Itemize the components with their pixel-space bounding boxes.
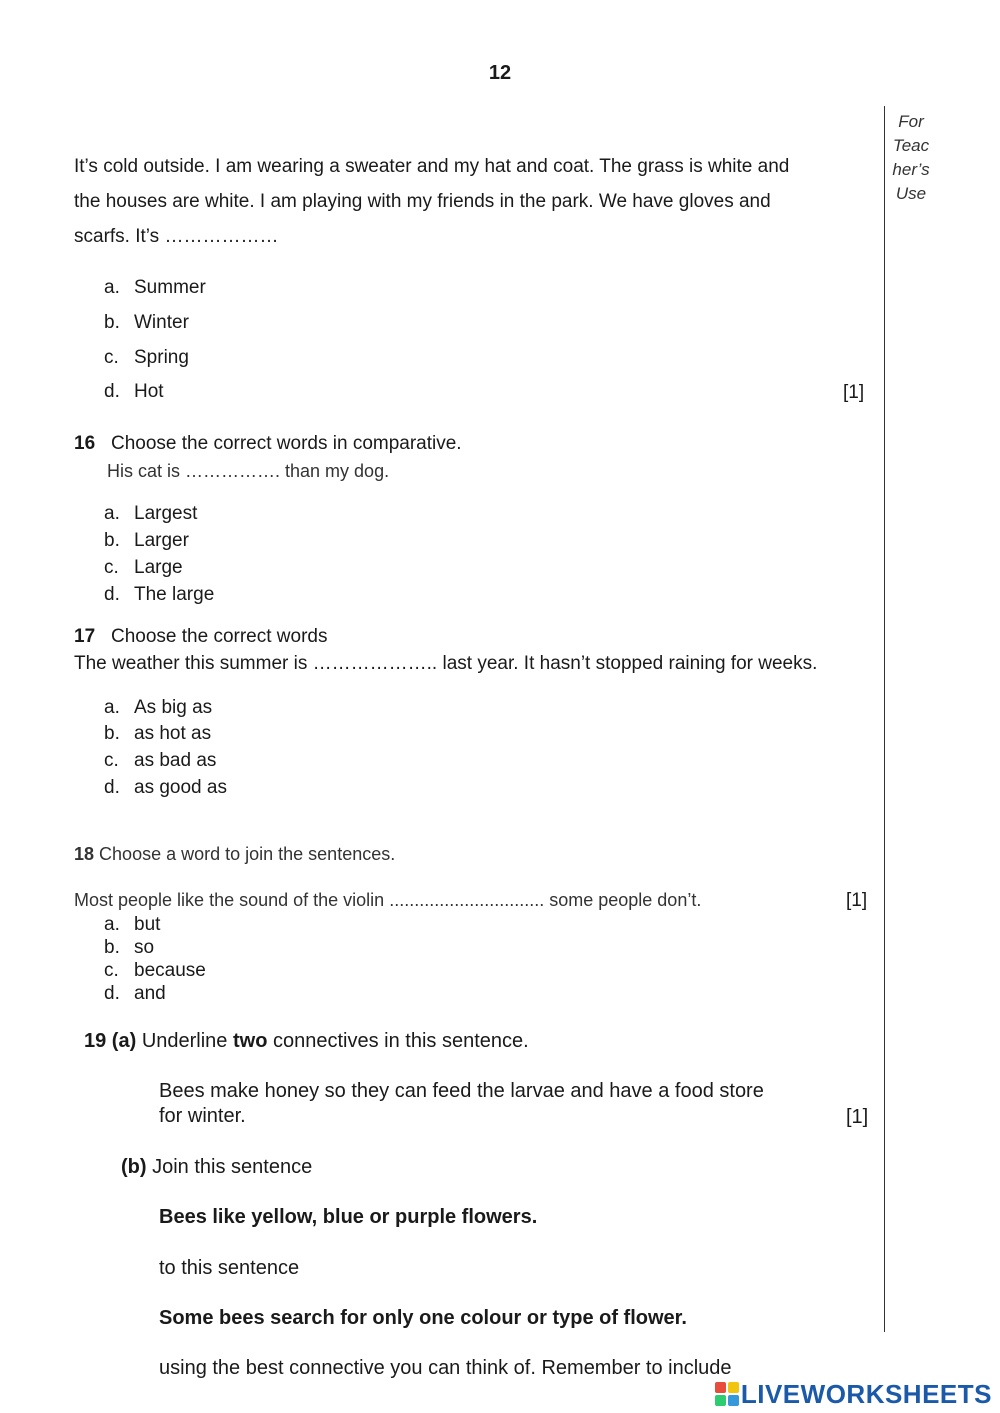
q17-header: [74, 626, 327, 648]
option-text: as hot as: [134, 723, 212, 744]
q18-number: 18: [74, 844, 95, 864]
q18-option-d[interactable]: [104, 983, 166, 1005]
option-letter: c.: [104, 557, 119, 578]
option-text: Hot: [134, 381, 164, 402]
option-text: Summer: [134, 277, 206, 298]
q18-sentence: Most people like the sound of the violin ............................... some people don’t.: [74, 890, 702, 910]
q16-option-c[interactable]: [104, 557, 183, 579]
q17-option-b[interactable]: [104, 723, 211, 745]
liveworksheets-logo: [715, 1379, 992, 1409]
q19a-label: 19 (a): [84, 1030, 137, 1052]
q16-number: 16: [74, 433, 96, 454]
option-text: so: [134, 937, 155, 958]
option-letter: a.: [104, 697, 120, 718]
q17-option-d[interactable]: [104, 777, 227, 799]
option-text: as good as: [134, 777, 227, 798]
q19b-sentence-2: Some bees search for only one colour or type of flower.: [159, 1307, 687, 1329]
option-letter: d.: [104, 777, 120, 798]
q17-prompt: Choose the correct words: [110, 626, 328, 647]
option-letter: a.: [104, 277, 120, 298]
q18-header: [74, 844, 395, 865]
passage-line-3: scarfs. It’s ………………: [74, 226, 279, 247]
option-letter: c.: [104, 960, 119, 981]
teacher-use-column: [888, 110, 934, 206]
margin-divider: [884, 106, 885, 1332]
q17-sentence: The weather this summer is ……………….. last year. It hasn’t stopped raining for weeks.: [74, 653, 818, 674]
option-letter: c.: [104, 750, 119, 771]
q19a-prompt-start: Underline: [141, 1030, 228, 1052]
option-letter: b.: [104, 312, 120, 333]
teacher-word-2: Teac: [892, 136, 930, 155]
option-text: As big as: [134, 697, 213, 718]
option-text: Spring: [134, 347, 189, 368]
q16-option-a[interactable]: [104, 503, 197, 525]
q19b-prompt: Join this sentence: [152, 1156, 313, 1178]
q19b-label: (b): [121, 1156, 147, 1178]
q15-option-b[interactable]: [104, 312, 189, 334]
q19b-instruction: using the best connective you can think of. Remember to include: [159, 1357, 732, 1379]
option-text: Winter: [134, 312, 189, 333]
option-letter: a.: [104, 503, 120, 524]
logo-tiles-icon: [715, 1382, 739, 1406]
q15-option-d[interactable]: [104, 381, 164, 403]
logo-tile-blue: [728, 1395, 739, 1406]
q19a-sentence-line-2: for winter.: [159, 1105, 246, 1127]
option-text: and: [134, 983, 166, 1004]
q19a-sentence-line-1: Bees make honey so they can feed the larvae and have a food store: [159, 1080, 764, 1102]
q18-prompt: Choose a word to join the sentences.: [99, 844, 396, 864]
q19b-connector-text: to this sentence: [159, 1257, 300, 1279]
q19a-prompt-end: connectives in this sentence.: [272, 1030, 529, 1052]
teacher-word-4: Use: [895, 184, 927, 203]
option-text: but: [134, 914, 161, 935]
q19b-sentence-1: Bees like yellow, blue or purple flowers.: [159, 1206, 538, 1228]
q19a-prompt-bold: two: [232, 1030, 268, 1052]
teacher-word-3: her’s: [892, 160, 930, 179]
q15-option-a[interactable]: [104, 277, 206, 299]
q19a-mark: [1]: [846, 1106, 869, 1128]
option-text: The large: [134, 584, 215, 605]
option-text: because: [134, 960, 206, 981]
option-letter: b.: [104, 723, 120, 744]
option-letter: d.: [104, 983, 120, 1004]
q15-option-c[interactable]: [104, 347, 189, 369]
q17-number: 17: [74, 626, 96, 647]
passage-line-2: the houses are white. I am playing with my friends in the park. We have gloves and: [74, 191, 771, 212]
option-text: as bad as: [134, 750, 217, 771]
option-letter: b.: [104, 530, 120, 551]
q15-mark: [1]: [843, 382, 865, 403]
q18-mark: [1]: [846, 890, 868, 911]
q18-option-b[interactable]: [104, 937, 154, 959]
passage-line-1: It’s cold outside. I am wearing a sweater and my hat and coat. The grass is white and: [74, 156, 790, 177]
logo-tile-yellow: [728, 1382, 739, 1393]
q16-header: [74, 433, 462, 455]
option-letter: c.: [104, 347, 119, 368]
page-number: 12: [488, 62, 512, 84]
teacher-word-1: For: [898, 112, 924, 131]
q17-option-a[interactable]: [104, 697, 212, 719]
q16-option-d[interactable]: [104, 584, 214, 606]
option-letter: b.: [104, 937, 120, 958]
option-text: Largest: [134, 503, 198, 524]
q18-option-a[interactable]: [104, 914, 160, 936]
logo-tile-green: [715, 1395, 726, 1406]
option-text: Larger: [134, 530, 189, 551]
q16-prompt: Choose the correct words in comparative.: [110, 433, 462, 454]
q16-sentence: His cat is ……………. than my dog.: [107, 461, 390, 481]
q16-option-b[interactable]: [104, 530, 189, 552]
option-letter: d.: [104, 381, 120, 402]
option-letter: d.: [104, 584, 120, 605]
option-text: Large: [134, 557, 183, 578]
logo-tile-red: [715, 1382, 726, 1393]
q19a-header: [84, 1030, 529, 1053]
q19b-header: [121, 1156, 312, 1179]
option-letter: a.: [104, 914, 120, 935]
logo-text: LIVEWORKSHEETS: [740, 1378, 992, 1409]
q18-option-c[interactable]: [104, 960, 206, 982]
q17-option-c[interactable]: [104, 750, 216, 772]
